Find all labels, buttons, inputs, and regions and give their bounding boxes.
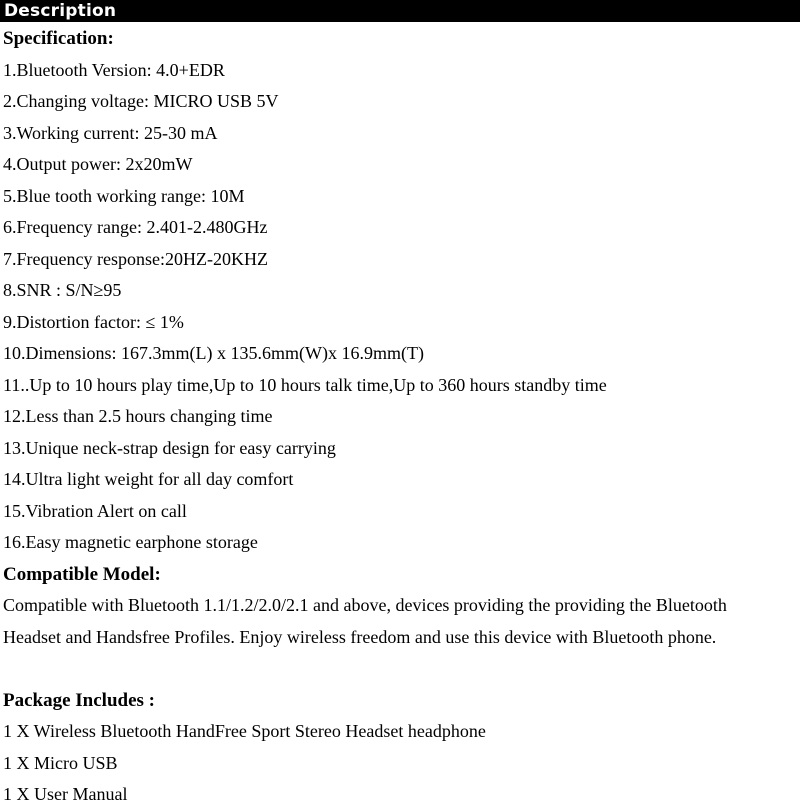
package-item: 1 X Micro USB bbox=[3, 752, 118, 773]
spec-item: 3.Working current: 25-30 mA bbox=[3, 122, 218, 143]
spec-item: 15.Vibration Alert on call bbox=[3, 500, 187, 521]
spec-item: 5.Blue tooth working range: 10M bbox=[3, 185, 245, 206]
spec-item: 8.SNR : S/N≥95 bbox=[3, 280, 122, 300]
spacer bbox=[3, 653, 800, 685]
description-title: Description bbox=[4, 1, 117, 21]
compatible-model-heading: Compatible Model: bbox=[3, 563, 161, 585]
package-item: 1 X User Manual bbox=[3, 784, 128, 804]
spec-item: 9.Distortion factor: ≤ 1% bbox=[3, 311, 184, 332]
spec-item: 4.Output power: 2x20mW bbox=[3, 154, 193, 174]
specification-heading: Specification: bbox=[3, 28, 114, 49]
spec-item: 10.Dimensions: 167.3mm(L) x 135.6mm(W)x 16.9mm(T) bbox=[3, 343, 424, 363]
spec-item: 16.Easy magnetic earphone storage bbox=[3, 532, 258, 552]
description-header-bar bbox=[0, 0, 800, 22]
spec-item: 13.Unique neck-strap design for easy carrying bbox=[3, 437, 336, 458]
spec-item: 6.Frequency range: 2.401-2.480GHz bbox=[3, 217, 268, 237]
specification-list bbox=[3, 55, 800, 559]
spec-item: 14.Ultra light weight for all day comfort bbox=[3, 469, 294, 489]
compatible-text-line-2: Headset and Handsfree Profiles. Enjoy wireless freedom and use this device with Bluetooth phone. bbox=[3, 626, 717, 647]
spec-item: 12.Less than 2.5 hours changing time bbox=[3, 406, 273, 426]
spec-item: 11..Up to 10 hours play time,Up to 10 hours talk time,Up to 360 hours standby time bbox=[3, 374, 607, 395]
spec-item: 1.Bluetooth Version: 4.0+EDR bbox=[3, 59, 225, 80]
description-content bbox=[3, 23, 800, 811]
spec-item: 2.Changing voltage: MICRO USB 5V bbox=[3, 91, 279, 111]
compatible-text-line-1: Compatible with Bluetooth 1.1/1.2/2.0/2.1 and above, devices providing the providing the Bluetooth bbox=[3, 595, 727, 615]
package-includes-heading: Package Includes : bbox=[3, 689, 155, 711]
spec-item: 7.Frequency response:20HZ-20KHZ bbox=[3, 248, 268, 269]
package-list bbox=[3, 716, 800, 811]
package-item: 1 X Wireless Bluetooth HandFree Sport Stereo Headset headphone bbox=[3, 721, 486, 741]
